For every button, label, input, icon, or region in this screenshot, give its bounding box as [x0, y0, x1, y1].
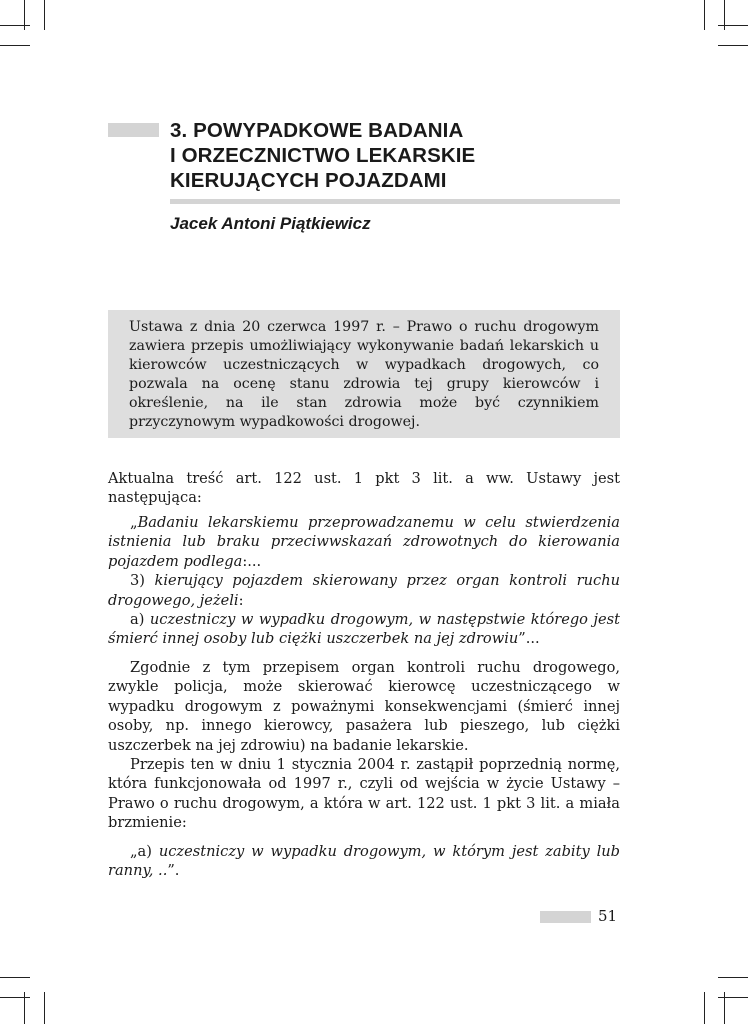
quote-line: [108, 513, 620, 571]
paragraph-text: Przepis ten w dniu 1 stycznia 2004 r. zastąpił poprzednią normę, która funkcjonowała od 1997 r., czyli od wejścia w życie Ustawy – Prawo o ruchu drogowym, a która w art. 122 ust. 1 pkt 3 lit. a miała brzmienie:: [108, 756, 620, 832]
chapter-title-line: 3. POWYPADKOWE BADANIA: [170, 119, 464, 142]
paragraph: Aktualna treść art. 122 ust. 1 pkt 3 lit. a ww. Ustawy jest następująca:: [108, 470, 620, 507]
crop-mark: [718, 45, 748, 46]
crop-mark: [0, 25, 30, 26]
crop-mark: [0, 977, 30, 978]
chapter-title: [170, 118, 475, 193]
crop-mark: [0, 45, 30, 46]
chapter-title-line: KIERUJĄCYCH POJAZDAMI: [170, 169, 447, 192]
crop-mark: [24, 0, 25, 30]
crop-mark: [44, 0, 45, 30]
crop-mark: [44, 992, 45, 1024]
paragraph-text: Zgodnie z tym przepisem organ kontroli ruchu drogowego, zwykle policja, może skierować kierowcę uczestniczącego w wypadku drogowym z poważnymi konsekwencjami (śmierć innej osoby, np. innego kierowcy, pasażera lub pieszego, lub ciężki uszczerbek na jej zdrowiu) na badanie lekarskie.: [108, 659, 620, 754]
crop-mark: [704, 0, 705, 30]
quote-mark: „a): [130, 843, 159, 860]
abstract-text: Ustawa z dnia 20 czerwca 1997 r. – Prawo o ruchu drogowym zawiera przepis umożliwiający wykonywanie badań lekarskich u kierowców uczestniczących w wypadkach drogowych, co pozwala na ocenę stanu zdrowia tej grupy kierowców i określenie, na ile stan zdrowia może być czynnikiem przyczynowym wypadkowości drogowej.: [129, 319, 599, 430]
quote-end: :: [238, 591, 244, 609]
title-accent-bar: [108, 123, 159, 137]
crop-mark: [718, 997, 748, 998]
quote-text: kierujący pojazdem skierowany przez organ kontroli ruchu drogowego, jeżeli: [108, 572, 621, 609]
title-underline-rule: [170, 199, 620, 204]
crop-mark: [718, 977, 748, 978]
crop-mark: [0, 997, 30, 998]
quote-line: [108, 610, 620, 649]
list-number: 3): [130, 572, 155, 590]
quote-text: uczestniczy w wypadku drogowym, w następstwie którego jest śmierć innej osoby lub ciężki uszczerbek na jej zdrowiu: [108, 611, 620, 648]
crop-mark: [724, 0, 725, 30]
chapter-title-line: I ORZECZNICTWO LEKARSKIE: [170, 144, 476, 167]
paragraph: [108, 658, 620, 833]
quote-text: Badaniu lekarskiemu przeprowadzanemu w celu stwierdzenia istnienia lub braku przeciwwskazań zdrowotnych do kierowania pojazdem podlega: [108, 514, 620, 570]
chapter-author: Jacek Antoni Piątkiewicz: [170, 214, 371, 233]
list-number: a): [130, 611, 150, 629]
quote-text: uczestniczy w wypadku drogowym, w którym jest zabity lub ranny, ..: [108, 843, 620, 880]
crop-mark: [24, 992, 25, 1024]
page-number: 51: [598, 907, 618, 925]
crop-mark: [718, 25, 748, 26]
quote-line: [108, 842, 620, 881]
quote-end: ”.: [167, 862, 180, 880]
crop-mark: [704, 992, 705, 1024]
footer-accent-bar: [540, 911, 591, 923]
quote-end: :...: [242, 552, 262, 570]
abstract-box: [108, 310, 620, 438]
quote-line: [108, 571, 620, 610]
crop-mark: [724, 992, 725, 1024]
quote-end: ”...: [518, 630, 540, 648]
quote-mark: „: [130, 514, 138, 531]
quotation: [108, 842, 620, 881]
quotation: [108, 513, 620, 649]
